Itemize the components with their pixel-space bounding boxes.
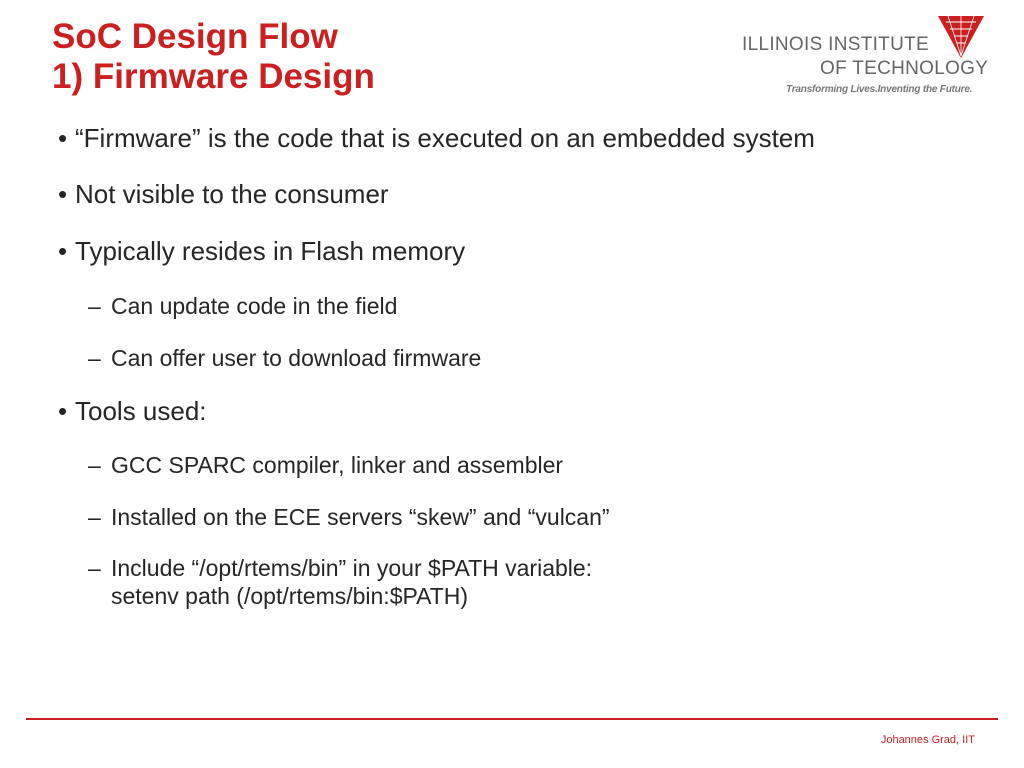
- bullet-marker: •: [58, 396, 68, 426]
- bullet-item: [58, 178, 998, 210]
- bullet-item: [58, 122, 998, 154]
- footer-author: Johannes Grad, IIT: [880, 734, 975, 746]
- sub-bullet-marker: –: [88, 555, 101, 581]
- title-line-1: SoC Design Flow: [52, 17, 338, 56]
- iit-logo-mark-icon: [936, 16, 986, 60]
- bullet-text: Tools used:: [75, 396, 207, 426]
- sub-bullet-item: [58, 503, 998, 531]
- sub-bullet-text: Can offer user to download firmware: [111, 345, 482, 371]
- logo-tagline: Transforming Lives.Inventing the Future.: [786, 84, 973, 95]
- bullet-text: Not visible to the consumer: [75, 179, 389, 209]
- bullet-item: [58, 235, 998, 267]
- slide-title: [52, 17, 375, 97]
- title-line-2: 1) Firmware Design: [52, 57, 375, 96]
- sub-bullet-item: [58, 554, 998, 610]
- sub-bullet-text: Can update code in the field: [111, 293, 398, 319]
- sub-bullet-item: [58, 292, 998, 320]
- sub-bullet-text: Include “/opt/rtems/bin” in your $PATH variable:: [111, 555, 593, 581]
- sub-bullet-item: [58, 344, 998, 372]
- bullet-marker: •: [58, 179, 68, 209]
- sub-bullet-marker: –: [88, 452, 101, 478]
- logo-name-line-1: ILLINOIS INSTITUTE: [742, 34, 929, 55]
- sub-bullet-continuation: setenv path (/opt/rtems/bin:$PATH): [111, 583, 469, 609]
- sub-bullet-marker: –: [88, 293, 101, 319]
- institution-logo: [738, 16, 1008, 100]
- footer-rule: [26, 718, 998, 720]
- sub-bullet-text: GCC SPARC compiler, linker and assembler: [111, 452, 564, 478]
- bullet-marker: •: [58, 123, 68, 153]
- sub-bullet-marker: –: [88, 345, 101, 371]
- sub-bullet-marker: –: [88, 504, 101, 530]
- bullet-text: Typically resides in Flash memory: [75, 236, 466, 266]
- bullet-item: [58, 395, 998, 427]
- bullet-text: “Firmware” is the code that is executed on an embedded system: [75, 123, 815, 153]
- bullet-list: [58, 122, 998, 610]
- logo-name-line-2: OF TECHNOLOGY: [820, 58, 989, 79]
- sub-bullet-text: Installed on the ECE servers “skew” and “vulcan”: [111, 504, 610, 530]
- sub-bullet-item: [58, 451, 998, 479]
- bullet-marker: •: [58, 236, 68, 266]
